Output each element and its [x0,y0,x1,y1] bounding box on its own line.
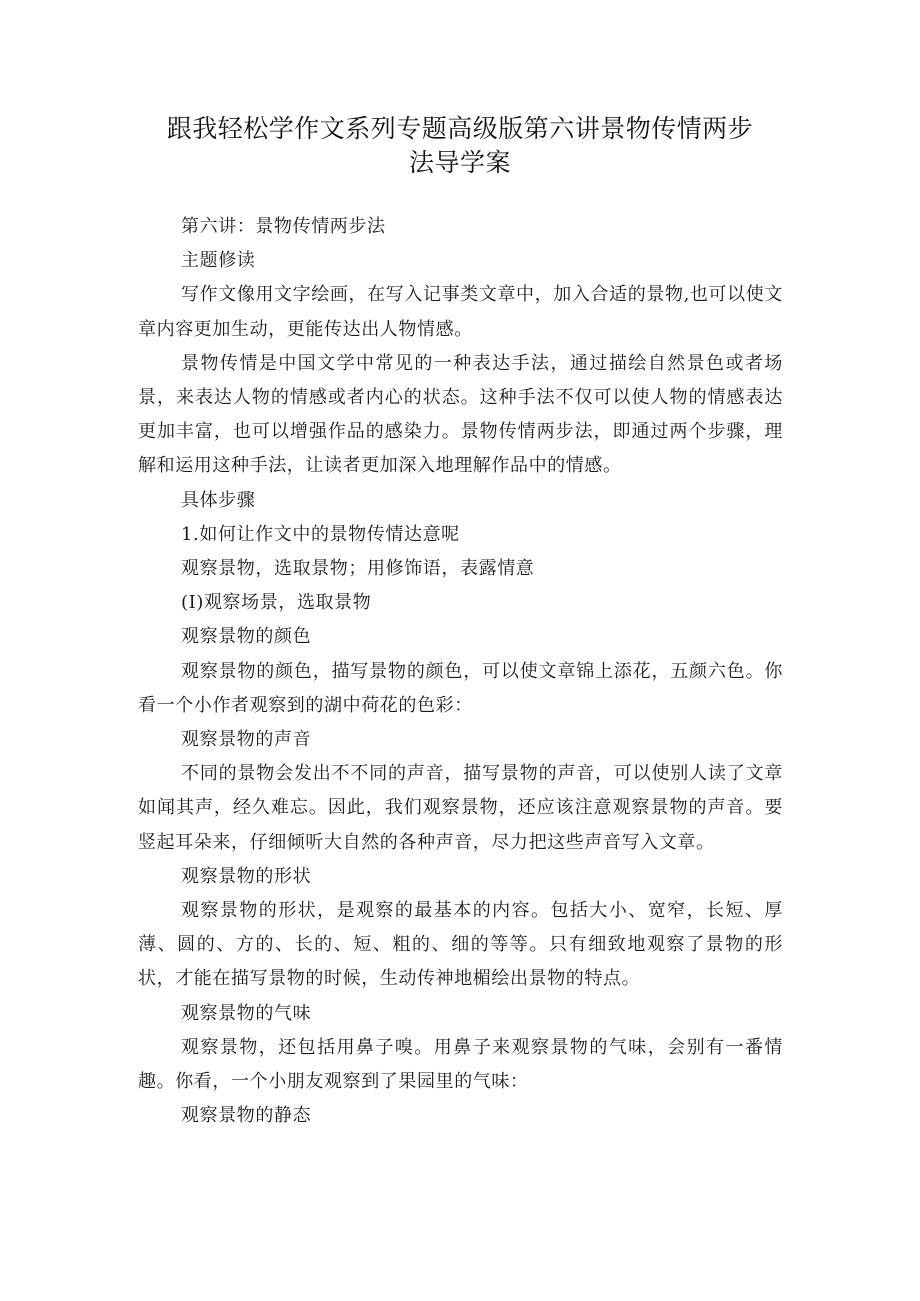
lesson-heading: 第六讲：景物传情两步法 [181,216,386,237]
paragraph-shape: 观察景物的形状，是观察的最基本的内容。包括大小、宽窄，长短、厚薄、圆的、方的、长的、短、粗的、细的等等。只有细致地观察了景物的形状，才能在描写景物的时候，生动传神地楣绘出景物的特点。 [138,900,783,990]
subheading-static: 观察景物的静态 [181,1105,312,1127]
step-heading-1: 1.如何让作文中的景物传情达意呢 [181,523,460,545]
section-heading-steps: 具体步骤 [181,489,256,511]
paragraph-intro: 写作文像用文字绘画，在写入记事类文章中，加入合适的景物,也可以使文章内容更加生动，更能传达出人物情感。 [138,284,783,340]
paragraph-definition: 景物传情是中国文学中常见的一种表达手法，通过描绘自然景色或者场景，来表达人物的情感或者内心的状态。这种手法不仅可以使人物的情感表达更加丰富，也可以增强作品的感染力。景物传情两步法，即通过两个步骤，理解和运用这种手法，让读者更加深入地理解作品中的情感。 [138,352,783,477]
paragraph-color: 观察景物的颜色，描写景物的颜色，可以使文章锦上添花，五颜六色。你看一个小作者观察到的湖中荷花的色彩： [138,660,783,716]
section-heading-theme: 主题修读 [181,250,256,272]
title-line-2: 法导学案 [408,148,511,177]
paragraph-smell: 观察景物，还包括用鼻子嗅。用鼻子来观察景物的气味，会别有一番情趣。你看，一个小朋友观察到了果园里的气味： [138,1036,783,1093]
step-summary: 观察景物，选取景物；用修饰语，表露情意 [181,558,535,580]
subheading-smell: 观察景物的气味 [181,1002,312,1024]
document-body [138,210,783,1133]
document-title [140,112,780,180]
subheading-sound: 观察景物的声音 [181,729,312,751]
title-line-1: 跟我轻松学作文系列专题高级版第六讲景物传情两步 [166,114,754,143]
subheading-shape: 观察景物的形状 [181,865,312,887]
subheading-observe-scene: (I)观察场景，选取景物 [181,592,372,614]
paragraph-sound: 不同的景物会发出不不同的声音，描写景物的声音，可以使别人读了文章如闻其声，经久难忘。因此，我们观察景物，还应该注意观察景物的声音。要竖起耳朵来，仔细倾听大自然的各种声音，尽力把这些声音写入文章。 [138,763,783,853]
subheading-color: 观察景物的颜色 [181,626,312,648]
